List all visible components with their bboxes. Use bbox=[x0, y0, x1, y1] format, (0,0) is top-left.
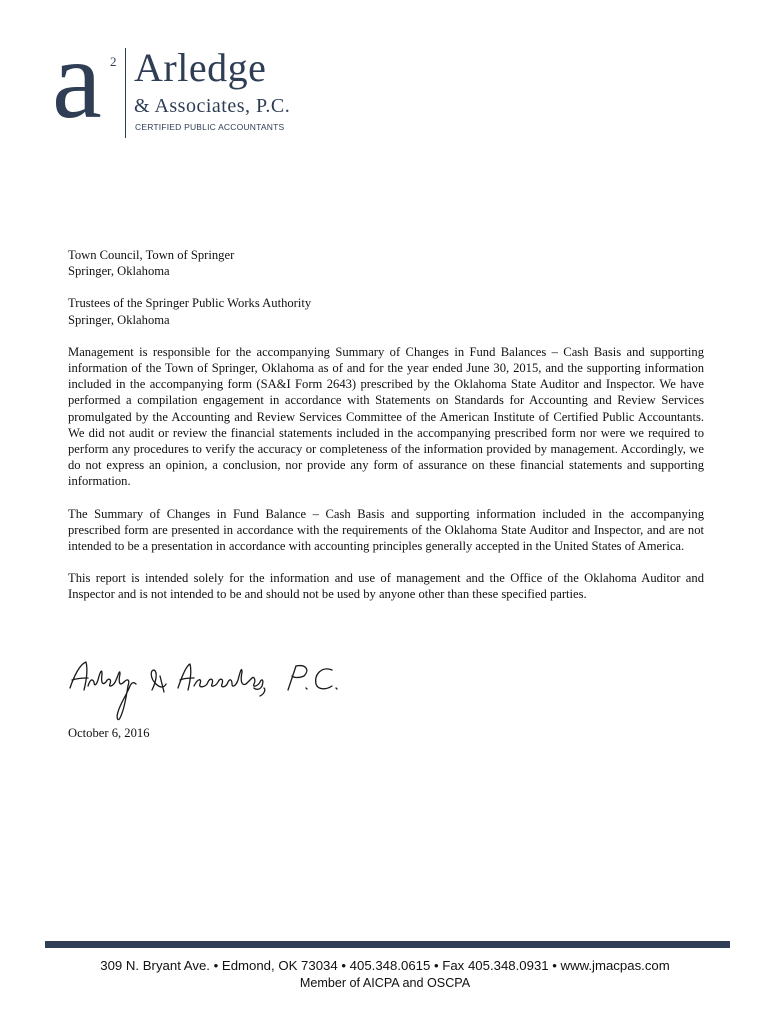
firm-tagline: CERTIFIED PUBLIC ACCOUNTANTS bbox=[135, 122, 285, 132]
footer-address: 309 N. Bryant Ave. • Edmond, OK 73034 • 405.348.0615 • Fax 405.348.0931 • www.jmacpas.com bbox=[100, 958, 670, 973]
firm-name: Arledge bbox=[134, 45, 267, 90]
addressee-line: Town Council, Town of Springer bbox=[68, 248, 235, 262]
firm-logo bbox=[52, 18, 332, 142]
addressee-block bbox=[68, 295, 704, 327]
letter-body bbox=[68, 247, 704, 603]
addressee-line: Trustees of the Springer Public Works Authority bbox=[68, 296, 312, 311]
footer-membership: Member of AICPA and OSCPA bbox=[299, 976, 471, 990]
addressee-block bbox=[68, 247, 704, 279]
footer-divider bbox=[45, 941, 730, 948]
logo-divider bbox=[125, 48, 126, 138]
body-paragraph: This report is intended solely for the information and use of management and the Office of the Oklahoma Auditor and Inspector and is not intended to be and should not be used by anyone other than these specified parties. bbox=[68, 571, 704, 602]
addressee-line: Springer, Oklahoma bbox=[68, 312, 170, 327]
body-paragraph: The Summary of Changes in Fund Balance – Cash Basis and supporting information included in the accompanying prescribed form are presented in accordance with the requirements of the Oklahoma State Auditor and Inspector, and are not intended to be a presentation in accordance with accounting principles generally accepted in the United States of America. bbox=[68, 506, 704, 554]
body-paragraph: Management is responsible for the accompanying Summary of Changes in Fund Balances – Cash Basis and supporting information of the Town of Springer, Oklahoma as of and for the year ended June 30, 2015, and the supporting information included in the accompanying form (SA&I Form 2643) prescribed by the Oklahoma State Auditor and Inspector. We have performed a compilation engagement in accordance with Statements on Standards for Accounting and Review Services promulgated by the Accounting and Review Services Committee of the American Institute of Certified Public Accountants. We did not audit or review the financial statements included in the accompanying prescribed form nor were we required to perform any procedures to verify the accuracy or completeness of the information provided by management. Accordingly, we do not express an opinion, a conclusion, nor provide any form of assurance on these financial statements and supporting information. bbox=[68, 344, 704, 489]
firm-suffix: & Associates, P.C. bbox=[134, 95, 291, 117]
addressee-line: Springer, Oklahoma bbox=[68, 264, 170, 279]
logo-superscript: 2 bbox=[110, 54, 117, 69]
handwritten-signature bbox=[66, 656, 366, 728]
logo-letter: a bbox=[52, 18, 102, 142]
letter-date: October 6, 2016 bbox=[68, 726, 150, 740]
